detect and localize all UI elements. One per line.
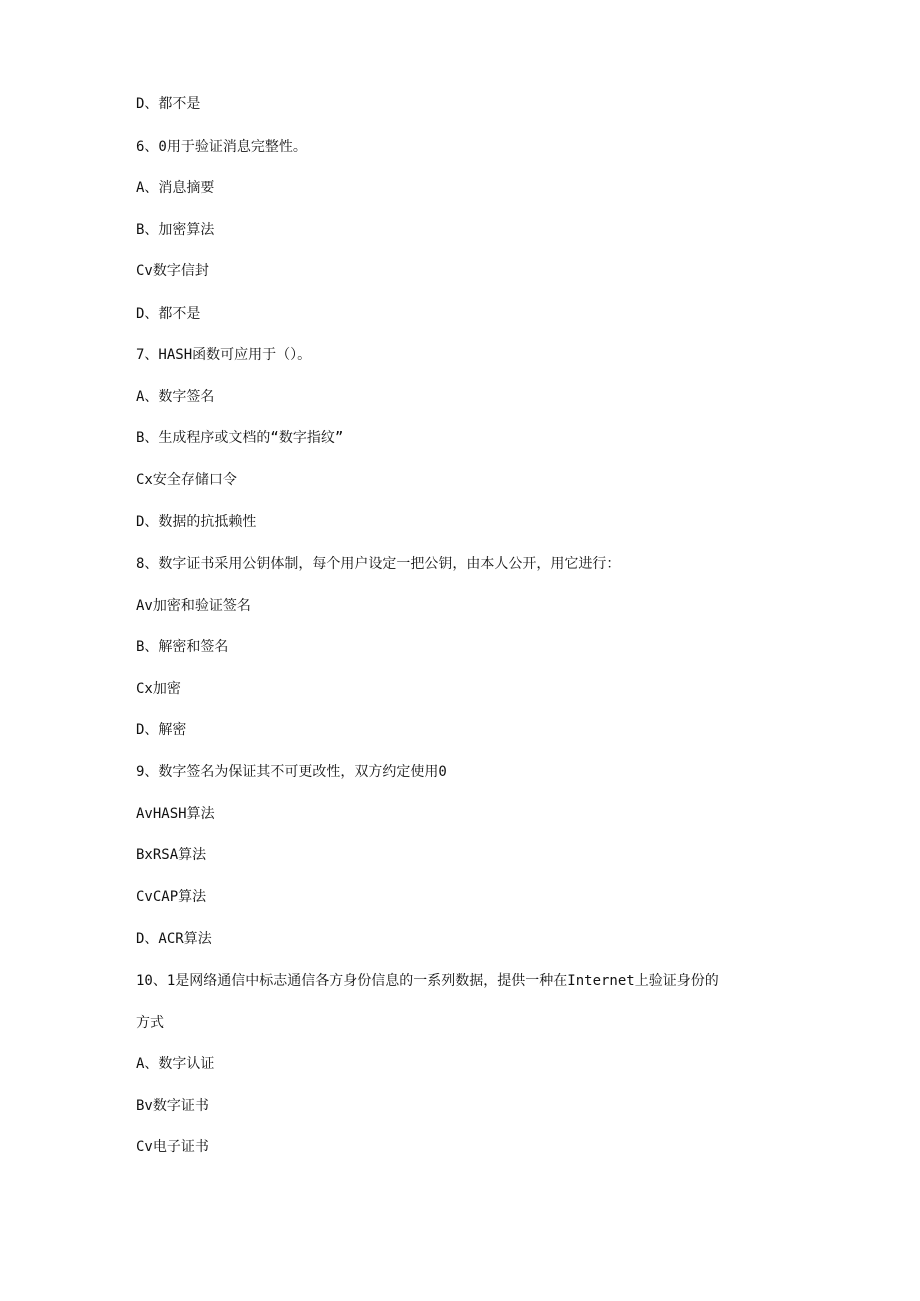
text-line-q8-option-d: D、解密: [136, 722, 187, 738]
text-line-q7-option-c: Cx安全存储口令: [136, 472, 237, 488]
text-line-q7-option-d: D、数据的抗抵赖性: [136, 514, 257, 530]
text-line-q10-option-b: Bv数字证书: [136, 1098, 209, 1114]
text-line-q8-option-a: Av加密和验证签名: [136, 598, 251, 614]
text-line-q10-question: 10、1是网络通信中标志通信各方身份信息的一系列数据，提供一种在Internet上验证身份的: [136, 973, 719, 989]
text-line-q6-option-b: B、加密算法: [136, 222, 215, 238]
text-line-q8-option-b: B、解密和签名: [136, 639, 229, 655]
text-line-q9-option-c: CvCAP算法: [136, 889, 207, 905]
text-line-q6-option-d: D、都不是: [136, 306, 201, 322]
text-line-q6-option-c: Cv数字信封: [136, 263, 209, 279]
text-line-q7-option-b: B、生成程序或文档的“数字指纹”: [136, 430, 344, 446]
text-line-q6-option-a: A、消息摘要: [136, 180, 215, 196]
text-line-q8-question: 8、数字证书采用公钥体制，每个用户设定一把公钥，由本人公开，用它进行：: [136, 556, 621, 572]
text-line-q6-question: 6、0用于验证消息完整性。: [136, 139, 307, 155]
text-line-q5-option-d: D、都不是: [136, 96, 201, 112]
text-line-q9-option-a: AvHASH算法: [136, 806, 215, 822]
text-line-q7-option-a: A、数字签名: [136, 389, 215, 405]
text-line-q9-question: 9、数字签名为保证其不可更改性，双方约定使用0: [136, 764, 447, 780]
text-line-q10-option-a: A、数字认证: [136, 1056, 215, 1072]
text-line-q7-question: 7、HASH函数可应用于（）。: [136, 347, 312, 363]
text-line-q10-option-c: Cv电子证书: [136, 1139, 209, 1155]
text-line-q9-option-d: D、ACR算法: [136, 931, 212, 947]
text-line-q9-option-b: BxRSA算法: [136, 847, 207, 863]
text-line-q10-question-cont: 方式: [136, 1015, 164, 1031]
text-line-q8-option-c: Cx加密: [136, 681, 181, 697]
